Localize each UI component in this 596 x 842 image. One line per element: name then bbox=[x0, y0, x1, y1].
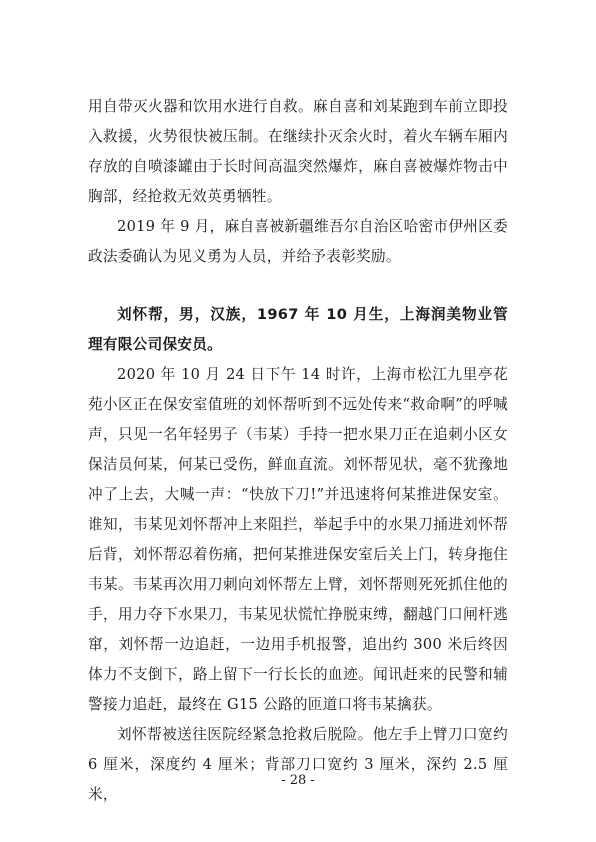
paragraph-injuries: 刘怀帮被送往医院经紧急抢救后脱险。他左手上臂刀口宽约 6 厘米，深度约 4 厘米；背部刀口宽约 3 厘米，深约 2.5 厘米， bbox=[88, 726, 508, 803]
section-heading: 刘怀帮，男，汉族，1967 年 10 月生，上海润美物业管理有限公司保安员。 bbox=[88, 306, 508, 353]
page-body bbox=[88, 92, 508, 810]
paragraph-incident: 2020 年 10 月 24 日下午 14 时许，上海市松江九里亭花苑小区正在保安室值班的刘怀帮听到不远处传来“救命啊”的呼喊声，只见一名年轻男子（韦某）手持一把水果刀正在追刺小区女保洁员何某，何某已受伤，鲜血直流。刘怀帮见状，毫不犹豫地冲了上去，大喊一声：“快放下刀!”并迅速将何某推进保安室。谁知，韦某见刘怀帮冲上来阻拦，举起手中的水果刀捅进刘怀帮后背，刘怀帮忍着伤痛，把何某推进保安室后关上门，转身拖住韦某。韦某再次用刀刺向刘怀帮左上臂，刘怀帮则死死抓住他的手，用力夺下水果刀，韦某见状慌忙挣脱束缚，翻越门口闸杆逃窜，刘怀帮一边追赶，一边用手机报警，追出约 300 米后终因体力不支倒下，路上留下一行长长的血迹。闻讯赶来的民警和辅警接力追赶，最终在 G15 公路的匝道口将韦某擒获。 bbox=[88, 366, 508, 713]
page-number: - 28 - bbox=[281, 773, 315, 788]
paragraph-award: 2019 年 9 月，麻自喜被新疆维吾尔自治区哈密市伊州区委政法委确认为见义勇为人员，并给予表彰奖励。 bbox=[88, 218, 508, 265]
paragraph-continuation: 用自带灭火器和饮用水进行自救。麻自喜和刘某跑到车前立即投入救援，火势很快被压制。在继续扑灭余火时，着火车辆车厢内存放的自喷漆罐由于长时间高温突然爆炸，麻自喜被爆炸物击中胸部，经抢救无效英勇牺牲。 bbox=[88, 98, 508, 205]
